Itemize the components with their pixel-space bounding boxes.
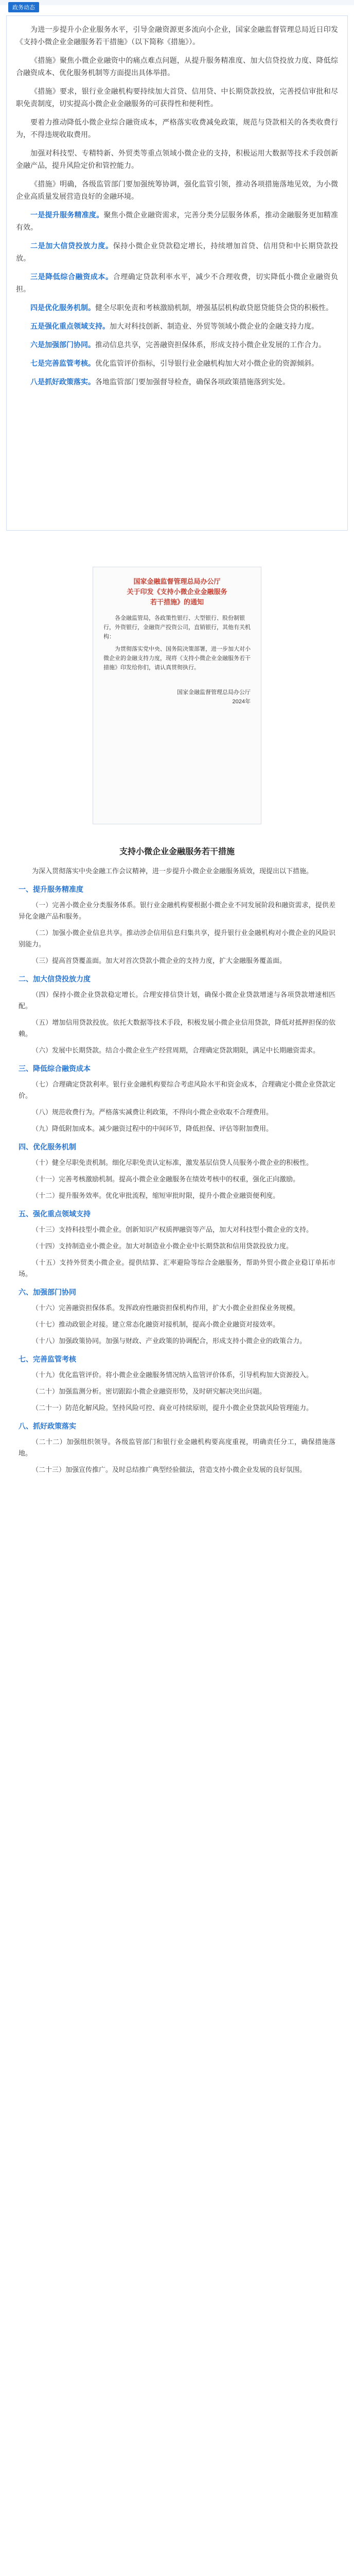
section-paragraph: （五）增加信用贷款投放。依托大数据等技术手段，积极发展小微企业信用贷款，降低对抵押担保的依赖。 [19,1019,335,1038]
intro-paragraph: 《措施》要求，银行业金融机构要持续加大首贷、信用贷、中长期贷款投放，完善授信审批和尽职免责制度，切实提高小微企业金融服务的可获得性和便利性。 [16,87,338,108]
document-title: 支持小微企业金融服务若干措施 [119,848,235,856]
highlight-paragraph [16,209,338,233]
highlight-text: 加大对科技创新、制造业、外贸等领域小微企业的金融支持力度。 [110,322,318,330]
notice-paragraph: 各金融监管局，各政策性银行、大型银行、股份制银行，外资银行，金融资产投资公司，直销银行，其他有关机构： [103,615,251,640]
intro-paragraph: 《措施》聚焦小微企业融资中的痛点难点问题，从提升服务精准度、加大信贷投放力度、降低综合融资成本、优化服务机制等方面提出具体举措。 [16,56,338,77]
section-paragraph: （三）提高首贷覆盖面。加大对首次贷款小微企业的支持力度，扩大金融服务覆盖面。 [32,957,287,964]
highlight-text: 优化监管评价指标，引导银行业金融机构加大对小微企业的资源倾斜。 [95,359,318,367]
section-paragraph: （一）完善小微企业分类服务体系。银行业金融机构要根据小微企业不同发展阶段和融资需求，提供差异化金融产品和服务。 [19,901,335,920]
section-paragraph: （十五）支持外贸类小微企业。提供结算、汇率避险等综合金融服务，帮助外贸小微企业稳订单拓市场。 [19,1259,335,1278]
section-paragraph: （二十三）加强宣传推广。及时总结推广典型经验做法，营造支持小微企业发展的良好氛围。 [32,1466,307,1473]
highlight-lead: 二是加大信贷投放力度。 [30,242,113,250]
intro-paragraph: 加强对科技型、专精特新、外贸类等重点领域小微企业的支持，积极运用大数据等技术手段创新金融产品，提升风险定价和管控能力。 [16,149,338,170]
highlight-paragraph [16,301,338,314]
intro-paragraph: 要着力推动降低小微企业综合融资成本，严格落实收费减免政策，规范与贷款相关的各类收费行为，不得违规收取费用。 [16,118,338,139]
document-body [19,866,335,1481]
section-paragraph: （十）健全尽职免责机制。细化尽职免责认定标准，激发基层信贷人员服务小微企业的积极性。 [32,1159,313,1166]
highlight-text: 合理确定贷款利率水平，减少不合理收费，切实降低小微企业融资负担。 [16,273,339,293]
section-heading: 二、加大信贷投放力度 [19,975,91,983]
highlight-paragraph [16,320,338,332]
section-heading: 四、优化服务机制 [19,1143,76,1151]
section-paragraph: （二十一）防范化解风险。坚持风险可控、商业可持续原则，提升小微企业贷款风险管理能力。 [32,1404,313,1412]
section-paragraph: （十八）加强政策协同。加强与财政、产业政策的协调配合，形成支持小微企业的政策合力。 [32,1337,307,1345]
section-heading: 八、抓好政策落实 [19,1422,76,1430]
section-paragraph: （十四）支持制造业小微企业。加大对制造业小微企业中长期贷款和信用贷款投放力度。 [32,1242,293,1250]
section-paragraph: （二十二）加强组织领导。各级监管部门和银行业金融机构要高度重视，明确责任分工，确保措施落地。 [19,1438,335,1457]
document-intro: 为深入贯彻落实中央金融工作会议精神，进一步提升小微企业金融服务质效，现提出以下措施。 [32,867,313,875]
highlight-paragraph [16,357,338,369]
highlight-paragraph [16,240,338,264]
highlight-lead: 三是降低综合融资成本。 [30,273,113,281]
section-paragraph: （九）降低附加成本。减少融资过程中的中间环节，降低担保、评估等附加费用。 [32,1125,273,1132]
notice-title: 关于印发《支持小微企业金融服务 [127,588,227,596]
section-heading: 六、加强部门协同 [19,1288,76,1296]
notice-document-image [93,567,261,824]
highlight-lead: 七是完善监管考核。 [30,359,95,367]
highlight-lead: 八是抓好政策落实。 [30,378,95,386]
highlight-lead: 一是提升服务精准度。 [30,211,104,219]
section-heading: 三、降低综合融资成本 [19,1064,91,1073]
section-paragraph: （六）发展中长期贷款。结合小微企业生产经营周期，合理确定贷款期限，满足中长期融资需求。 [32,1046,320,1054]
highlight-text: 推动信息共享，完善融资担保体系，形成支持小微企业发展的工作合力。 [95,341,326,349]
section-paragraph: （七）合理确定贷款利率。银行业金融机构要综合考虑风险水平和资金成本，合理确定小微企业贷款定价。 [19,1080,335,1099]
section-heading: 七、完善监管考核 [19,1355,76,1363]
section-heading: 一、提升服务精准度 [19,885,83,893]
highlight-paragraph [16,376,338,388]
section-tag: 政务动态 [8,2,39,12]
notice-title: 国家金融监督管理总局办公厅 [133,578,221,585]
intro-paragraph: 《措施》明确，各级监管部门要加强统筹协调，强化监管引领，推动各项措施落地见效，为小微企业高质量发展营造良好的金融环境。 [16,180,338,200]
highlight-text: 聚焦小微企业融资需求，完善分类分层服务体系，推动金融服务更加精准有效。 [16,211,339,231]
notice-date: 2024年 [232,699,251,705]
highlight-text: 健全尽职免责和考核激励机制，增强基层机构敢贷愿贷能贷会贷的积极性。 [95,303,333,312]
highlight-lead: 五是强化重点领域支持。 [30,322,110,330]
section-paragraph: （二）加强小微企业信息共享。推动涉企信用信息归集共享，提升银行业金融机构对小微企业的风险识别能力。 [19,929,335,948]
section-paragraph: （十二）提升服务效率。优化审批流程，缩短审批时限，提升小微企业融资便利度。 [32,1192,280,1199]
highlight-lead: 六是加强部门协同。 [30,341,95,349]
highlight-text: 保持小微企业贷款稳定增长，持续增加首贷、信用贷和中长期贷款投放。 [16,242,339,262]
section-paragraph: （四）保持小微企业贷款稳定增长。合理安排信贷计划，确保小微企业贷款增速与各项贷款增速相匹配。 [19,991,335,1010]
section-paragraph: （十六）完善融资担保体系。发挥政府性融资担保机构作用，扩大小微企业担保业务规模。 [32,1304,300,1312]
highlight-lead: 四是优化服务机制。 [30,303,95,312]
section-paragraph: （十三）支持科技型小微企业。创新知识产权质押融资等产品，加大对科技型小微企业的支持。 [32,1226,313,1233]
section-paragraph: （二十）加强监测分析。密切跟踪小微企业融资形势，及时研究解决突出问题。 [32,1387,267,1395]
highlight-paragraph [16,338,338,351]
section-paragraph: （十一）完善考核激励机制。提高小微企业金融服务在绩效考核中的权重，强化正向激励。 [32,1175,300,1183]
section-heading: 五、强化重点领域支持 [19,1210,91,1218]
highlight-paragraph [16,270,338,295]
top-bar [0,0,354,5]
notice-paragraph: 为贯彻落实党中央、国务院决策部署，进一步加大对小微企业的金融支持力度，现将《支持小微企业金融服务若干措施》印发给你们，请认真贯彻执行。 [103,646,251,671]
notice-title: 若干措施》的通知 [150,598,204,606]
intro-paragraph: 为进一步提升小企业服务水平，引导金融资源更多流向小企业，国家金融监督管理总局近日印发《支持小微企业金融服务若干措施》（以下简称《措施》）。 [16,25,338,46]
intro-section [6,15,348,531]
highlight-text: 各地监管部门要加强督导检查，确保各项政策措施落到实处。 [95,378,290,386]
section-paragraph: （八）规范收费行为。严格落实减费让利政策，不得向小微企业收取不合理费用。 [32,1108,273,1116]
notice-signature: 国家金融监督管理总局办公厅 [177,689,251,696]
section-paragraph: （十九）优化监管评价。将小微企业金融服务情况纳入监管评价体系，引导机构加大资源投入。 [32,1371,313,1379]
section-paragraph: （十七）推动政银企对接。建立常态化融资对接机制，提高小微企业融资对接效率。 [32,1320,280,1328]
